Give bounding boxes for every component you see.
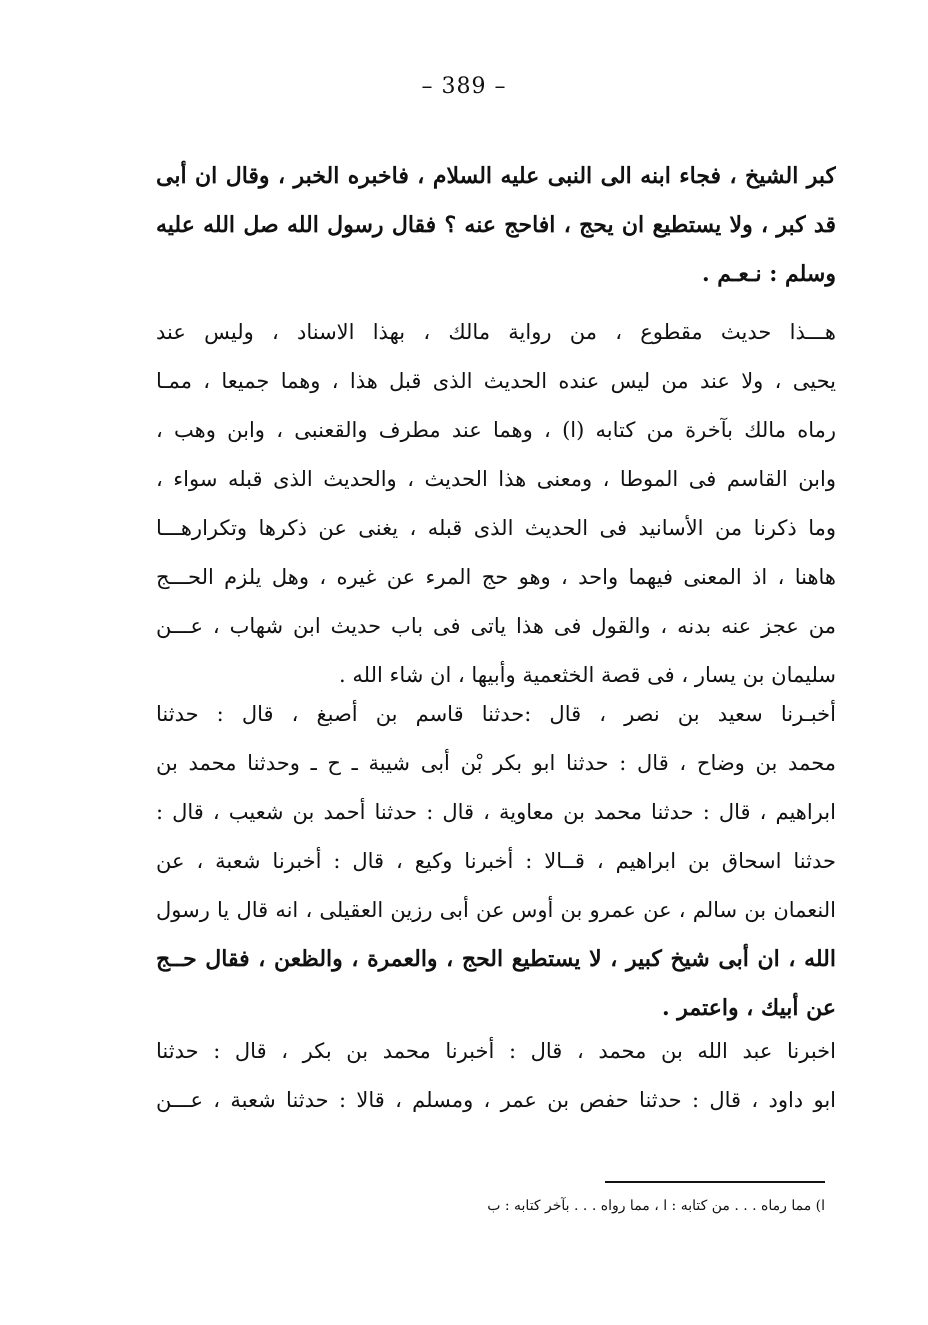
text-line: الله ، ان أبى شيخ كبير ، لا يستطيع الحج ، والعمرة ، والظعن ، فقال حــج: [156, 946, 836, 972]
text-line: وما ذكرنا من الأسانيد فى الحديث الذى قبله ، يغنى عن ذكرها وتكرارهـــا: [156, 516, 836, 540]
footnote: ا) مما رماه . . . من كتابه : ا ، مما رواه . . . بآخر كتابه : ب: [487, 1198, 825, 1214]
text-line: حدثنا اسحاق بن ابراهيم ، قــالا : أخبرنا وكيع ، قال : أخبرنا شعبة ، عن: [156, 849, 836, 873]
text-line: النعمان بن سالم ، عن عمرو بن أوس عن أبى رزين العقيلى ، انه قال يا رسول: [156, 898, 836, 922]
page-number: – 389 –: [421, 74, 507, 99]
paragraph-4: [156, 1027, 836, 1125]
text-line: ابراهيم ، قال : حدثنا محمد بن معاوية ، قال : حدثنا أحمد بن شعيب ، قال :: [156, 800, 836, 824]
text-line: ابو داود ، قال : حدثنا حفص بن عمر ، ومسلم ، قالا : حدثنا شعبة ، عـــن: [156, 1088, 836, 1112]
text-line: سليمان بن يسار ، فى قصة الخثعمية وأبيها ، ان شاء الله .: [339, 663, 836, 687]
text-line: وسلم : نـعـم .: [701, 261, 836, 287]
text-line: كبر الشيخ ، فجاء ابنه الى النبى عليه السلام ، فاخبره الخبر ، وقال ان أبى: [156, 163, 836, 189]
paragraph-1: [156, 152, 836, 299]
text-line: من عجز عنه بدنه ، والقول فى هذا ياتى فى باب حديث ابن شهاب ، عـــن: [156, 614, 836, 638]
paragraph-3: [156, 690, 836, 1033]
text-line: هاهنا ، اذ المعنى فيهما واحد ، وهو حج المرء عن غيره ، وهل يلزم الحـــج: [156, 565, 836, 589]
text-line: أخبـرنا سعيد بن نصر ، قال :حدثنا قاسم بن أصبغ ، قال : حدثنا: [156, 702, 836, 726]
text-line: هـــذا حديث مقطوع ، من رواية مالك ، بهذا الاسناد ، وليس عند: [156, 320, 836, 344]
text-line: عن أبيك ، واعتمر .: [661, 995, 836, 1021]
text-line: قد كبر ، ولا يستطيع ان يحج ، افاحج عنه ؟ فقال رسول الله صل الله عليه: [156, 212, 836, 238]
text-line: اخبرنا عبد الله بن محمد ، قال : أخبرنا محمد بن بكر ، قال : حدثنا: [156, 1039, 836, 1063]
footnote-divider: [605, 1181, 825, 1183]
text-line: رماه مالك بآخرة من كتابه (ا) ، وهما عند مطرف والقعنبى ، وابن وهب ،: [156, 418, 836, 442]
paragraph-2: [156, 308, 836, 700]
text-line: وابن القاسم فى الموطا ، ومعنى هذا الحديث ، والحديث الذى قبله سواء ،: [156, 467, 836, 491]
text-line: يحيى ، ولا عند من ليس عنده الحديث الذى قبل هذا ، وهما جميعا ، ممـا: [156, 369, 836, 393]
text-line: محمد بن وضاح ، قال : حدثنا ابو بكر بْن أبى شيبة ـ ح ـ وحدثنا محمد بن: [156, 751, 836, 775]
